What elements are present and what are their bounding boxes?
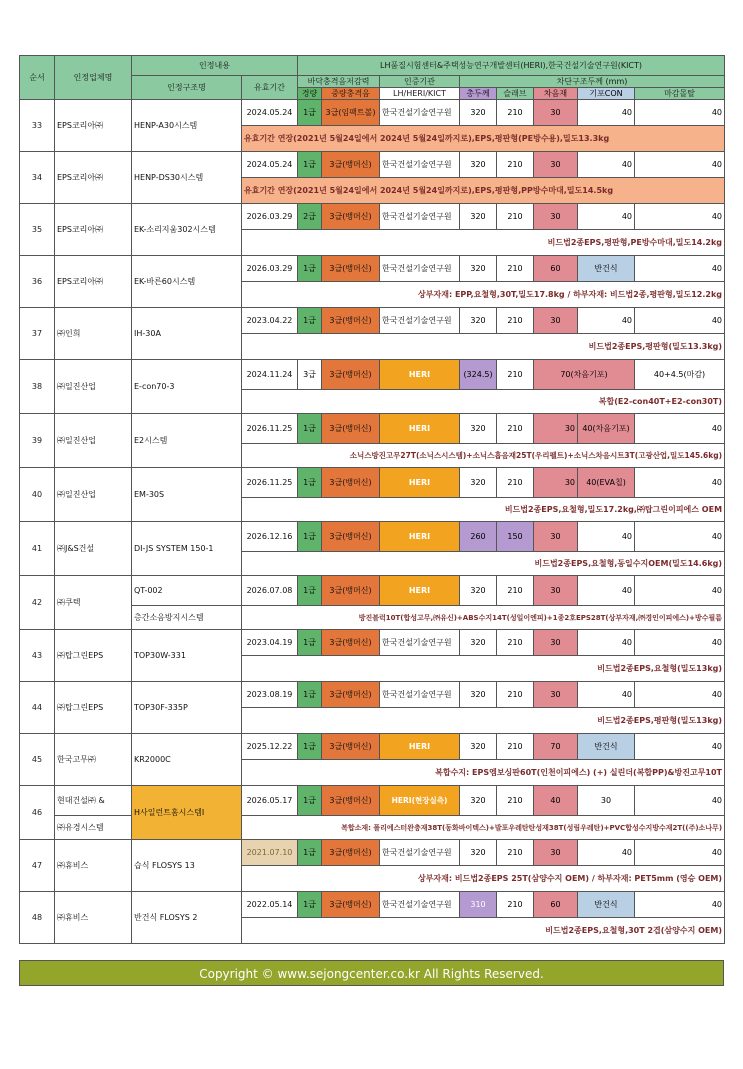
absorb-thickness: 60	[534, 892, 578, 918]
row-note: 상부자재: 비드법2종EPS 25T(삼양수지 OEM) / 하부자재: PET5mm (영승 OEM)	[242, 866, 725, 892]
heavy-rating: 3급(뱅머신)	[322, 308, 380, 334]
light-rating: 2급	[298, 204, 322, 230]
finish-thickness: 40	[635, 682, 725, 708]
finish-thickness: 40	[635, 734, 725, 760]
company-name: 한국고무㈜	[55, 734, 132, 786]
footer-copyright: Copyright © www.sejongcenter.co.kr All Rights Reserved.	[19, 960, 724, 986]
absorb-thickness: 30	[534, 308, 578, 334]
system-name: TOP30F-335P	[132, 682, 242, 734]
slab-thickness: 210	[497, 734, 534, 760]
company-name: ㈜일진산업	[55, 414, 132, 468]
row-note: 소닉스방진고무27T(소닉스시스템)+소닉스흡음재25T(우리펠트)+소닉스차음시트3T(고광산업,밀도145.6kg)	[242, 444, 725, 468]
base-thickness: 반건식	[578, 256, 635, 282]
cert-org: 한국건설기술연구원	[380, 256, 460, 282]
total-thickness: 320	[460, 152, 497, 178]
light-rating: 1급	[298, 682, 322, 708]
company-name: ㈜탑그린EPS	[55, 630, 132, 682]
finish-thickness: 40	[635, 786, 725, 816]
table-row	[20, 786, 725, 816]
header-cert: 인증기관	[380, 76, 460, 88]
system-name: EM-30S	[132, 468, 242, 522]
absorb-thickness: 30	[534, 468, 578, 498]
total-thickness: 320	[460, 308, 497, 334]
company-name: ㈜휴비스	[55, 892, 132, 944]
system-name: E-con70-3	[132, 360, 242, 414]
light-rating: 1급	[298, 522, 322, 552]
base-thickness: 40	[578, 152, 635, 178]
valid-date: 2026.11.25	[242, 414, 298, 444]
finish-thickness: 40	[635, 204, 725, 230]
row-number: 37	[20, 308, 55, 360]
system-name: DI-JS SYSTEM 150-1	[132, 522, 242, 576]
system-name: EK-소리지움302시스템	[132, 204, 242, 256]
valid-date: 2026.05.17	[242, 786, 298, 816]
total-thickness: 320	[460, 204, 497, 230]
header-content: 인정내용	[132, 56, 298, 76]
company-name: ㈜인희	[55, 308, 132, 360]
slab-thickness: 210	[497, 360, 534, 390]
finish-thickness: 40	[635, 840, 725, 866]
table-row	[20, 360, 725, 390]
system-name: QT-002	[132, 576, 242, 606]
table-row	[20, 734, 725, 760]
valid-date: 2024.05.24	[242, 100, 298, 126]
light-rating: 1급	[298, 308, 322, 334]
finish-thickness: 40	[635, 630, 725, 656]
header-thickness: 차단구조두께 (mm)	[460, 76, 725, 88]
finish-thickness: 40	[635, 152, 725, 178]
slab-thickness: 210	[497, 468, 534, 498]
row-number: 41	[20, 522, 55, 576]
light-rating: 1급	[298, 840, 322, 866]
total-thickness: 320	[460, 576, 497, 606]
table-body	[20, 100, 725, 944]
heavy-rating: 3급(뱅머신)	[322, 630, 380, 656]
header-valid: 유효기간	[242, 76, 298, 100]
base-thickness: 반건식	[578, 734, 635, 760]
absorb-thickness: 30	[534, 630, 578, 656]
valid-date: 2024.11.24	[242, 360, 298, 390]
heavy-rating: 3급(뱅머신)	[322, 840, 380, 866]
header-base: 기포CON	[578, 88, 635, 100]
table-row	[20, 840, 725, 866]
heavy-rating: 3급(뱅머신)	[322, 204, 380, 230]
cert-org: HERI	[380, 576, 460, 606]
heavy-rating: 3급(임팩트볼)	[322, 100, 380, 126]
row-note: 비드법2종EPS,평판형(밀도13kg)	[242, 708, 725, 734]
system-name: EK-바른60시스템	[132, 256, 242, 308]
finish-thickness: 40	[635, 414, 725, 444]
header-slab: 슬래브	[497, 88, 534, 100]
table-row	[20, 682, 725, 708]
row-number: 38	[20, 360, 55, 414]
row-number: 35	[20, 204, 55, 256]
absorb-thickness: 30	[534, 414, 578, 444]
row-number: 39	[20, 414, 55, 468]
valid-date: 2026.11.25	[242, 468, 298, 498]
row-number: 46	[20, 786, 55, 840]
total-thickness: 320	[460, 256, 497, 282]
header-order: 순서	[20, 56, 55, 100]
header-heavy: 중량충격음	[322, 88, 380, 100]
table-row	[20, 308, 725, 334]
company-name: ㈜탑그린EPS	[55, 682, 132, 734]
valid-date: 2026.03.29	[242, 256, 298, 282]
system-name: 습식 FLOSYS 13	[132, 840, 242, 892]
row-note: 비드법2종EPS,요철형,30T 2겹(삼양수지 OEM)	[242, 918, 725, 944]
company-name: 현대건설㈜ &	[55, 786, 132, 816]
valid-date: 2026.03.29	[242, 204, 298, 230]
base-thickness: 40	[578, 204, 635, 230]
light-rating: 1급	[298, 576, 322, 606]
finish-thickness: 40+4.5(마감)	[635, 360, 725, 390]
row-note: 비드법2종EPS,평판형,PE방수마대,밀도14.2kg	[242, 230, 725, 256]
system-name: 반건식 FLOSYS 2	[132, 892, 242, 944]
total-thickness: 320	[460, 840, 497, 866]
base-thickness: 40(EVA칩)	[578, 468, 635, 498]
table-row	[20, 100, 725, 126]
row-number: 44	[20, 682, 55, 734]
slab-thickness: 210	[497, 682, 534, 708]
light-rating: 1급	[298, 734, 322, 760]
header-company: 인정업체명	[55, 56, 132, 100]
row-note: 비드법2종EPS,평판형(밀도13.3kg)	[242, 334, 725, 360]
company-name: ㈜일진산업	[55, 360, 132, 414]
header-floor-rating: 바닥충격음저감력	[298, 76, 380, 88]
slab-thickness: 210	[497, 892, 534, 918]
heavy-rating: 3급(뱅머신)	[322, 734, 380, 760]
table-row	[20, 256, 725, 282]
total-thickness: 320	[460, 630, 497, 656]
total-thickness: 320	[460, 100, 497, 126]
row-note: 비드법2종EPS,요철형,밀도17.2kg,㈜탑그린이피에스 OEM	[242, 498, 725, 522]
finish-thickness: 40	[635, 256, 725, 282]
total-thickness: 320	[460, 734, 497, 760]
row-number: 34	[20, 152, 55, 204]
system-name: HENP-A30시스템	[132, 100, 242, 152]
row-note: 유효기간 연장(2021년 5월24일에서 2024년 5월24일까지로),EPS,평판형(PE방수용),밀도13.3kg	[242, 126, 725, 152]
cert-org: HERI	[380, 414, 460, 444]
system-name: IH-30A	[132, 308, 242, 360]
base-thickness: 40	[578, 522, 635, 552]
table-row	[20, 522, 725, 552]
slab-thickness: 210	[497, 786, 534, 816]
header-total: 총두께	[460, 88, 497, 100]
slab-thickness: 210	[497, 840, 534, 866]
row-note: 방진블럭10T(합성고무,㈜유신)+ABS수지14T(성일이엔피)+1종2호EPS28T(상부자재,㈜경인이피에스)+방수필름	[242, 606, 725, 630]
cert-org: 한국건설기술연구원	[380, 152, 460, 178]
cert-org: 한국건설기술연구원	[380, 630, 460, 656]
row-note: 상부자재: EPP,요철형,30T,밀도17.8kg / 하부자재: 비드법2종,평판형,밀도12.2kg	[242, 282, 725, 308]
base-thickness: 40	[578, 576, 635, 606]
total-thickness: 320	[460, 786, 497, 816]
company-name-second: ㈜유경시스템	[55, 816, 132, 840]
row-note: 복합수지: EPS엠보싱판60T(인천이피에스) (+) 실린더(복합PP)&방진고무10T	[242, 760, 725, 786]
total-thickness: 320	[460, 414, 497, 444]
row-number: 47	[20, 840, 55, 892]
absorb-thickness: 30	[534, 522, 578, 552]
slab-thickness: 210	[497, 308, 534, 334]
header-cert-sub: LH/HERI/KICT	[380, 88, 460, 100]
header-absorb: 차음재	[534, 88, 578, 100]
finish-thickness: 40	[635, 100, 725, 126]
light-rating: 1급	[298, 152, 322, 178]
base-thickness: 반건식	[578, 892, 635, 918]
total-thickness: (324.5)	[460, 360, 497, 390]
valid-date: 2026.07.08	[242, 576, 298, 606]
valid-date: 2023.04.19	[242, 630, 298, 656]
heavy-rating: 3급(뱅머신)	[322, 522, 380, 552]
row-note: 복합(E2-con40T+E2-con30T)	[242, 390, 725, 414]
slab-thickness: 210	[497, 152, 534, 178]
heavy-rating: 3급(뱅머신)	[322, 682, 380, 708]
company-name: EPS코리아㈜	[55, 100, 132, 152]
table-row	[20, 468, 725, 498]
company-name: EPS코리아㈜	[55, 204, 132, 256]
system-name: E2시스템	[132, 414, 242, 468]
heavy-rating: 3급(뱅머신)	[322, 468, 380, 498]
heavy-rating: 3급(뱅머신)	[322, 892, 380, 918]
heavy-rating: 3급(뱅머신)	[322, 256, 380, 282]
system-name: HENP-DS30시스템	[132, 152, 242, 204]
absorb-thickness: 30	[534, 576, 578, 606]
heavy-rating: 3급(뱅머신)	[322, 152, 380, 178]
cert-org: 한국건설기술연구원	[380, 100, 460, 126]
slab-thickness: 210	[497, 256, 534, 282]
cert-org: 한국건설기술연구원	[380, 682, 460, 708]
absorb-thickness: 30	[534, 682, 578, 708]
row-number: 33	[20, 100, 55, 152]
base-thickness: 40	[578, 100, 635, 126]
cert-org: 한국건설기술연구원	[380, 892, 460, 918]
cert-org: 한국건설기술연구원	[380, 308, 460, 334]
table-row	[20, 892, 725, 918]
valid-date: 2021.07.10	[242, 840, 298, 866]
finish-thickness: 40	[635, 892, 725, 918]
slab-thickness: 210	[497, 414, 534, 444]
finish-thickness: 40	[635, 522, 725, 552]
slab-thickness: 210	[497, 204, 534, 230]
row-note: 비드법2종EPS,요철형,동일수지OEM(밀도14.6kg)	[242, 552, 725, 576]
slab-thickness: 150	[497, 522, 534, 552]
cert-org: HERI	[380, 734, 460, 760]
finish-thickness: 40	[635, 308, 725, 334]
table-row	[20, 576, 725, 606]
table-row	[20, 414, 725, 444]
total-thickness: 320	[460, 468, 497, 498]
light-rating: 1급	[298, 100, 322, 126]
slab-thickness: 210	[497, 576, 534, 606]
valid-date: 2023.08.19	[242, 682, 298, 708]
row-note: 유효기간 연장(2021년 5월24일에서 2024년 5월24일까지로),EPS,평판형,PP방수마대,밀도14.5kg	[242, 178, 725, 204]
absorb-thickness: 30	[534, 100, 578, 126]
base-thickness: 40	[578, 840, 635, 866]
cert-org: 한국건설기술연구원	[380, 204, 460, 230]
row-number: 43	[20, 630, 55, 682]
total-thickness: 310	[460, 892, 497, 918]
slab-thickness: 210	[497, 100, 534, 126]
finish-thickness: 40	[635, 468, 725, 498]
system-name-second: 층간소음방지시스템	[132, 606, 242, 630]
light-rating: 1급	[298, 414, 322, 444]
row-number: 36	[20, 256, 55, 308]
base-thickness: 40	[578, 630, 635, 656]
base-thickness: 40(차음기포)	[578, 414, 635, 444]
heavy-rating: 3급(뱅머신)	[322, 786, 380, 816]
row-number: 42	[20, 576, 55, 630]
total-thickness: 260	[460, 522, 497, 552]
light-rating: 1급	[298, 468, 322, 498]
certification-table	[19, 55, 725, 944]
valid-date: 2025.12.22	[242, 734, 298, 760]
light-rating: 1급	[298, 256, 322, 282]
valid-date: 2023.04.22	[242, 308, 298, 334]
absorb-thickness: 30	[534, 840, 578, 866]
absorb-thickness: 70	[534, 734, 578, 760]
table-row	[20, 204, 725, 230]
row-number: 45	[20, 734, 55, 786]
row-number: 48	[20, 892, 55, 944]
valid-date: 2024.05.24	[242, 152, 298, 178]
valid-date: 2022.05.14	[242, 892, 298, 918]
system-name: KR2000C	[132, 734, 242, 786]
system-name: TOP30W-331	[132, 630, 242, 682]
table-row	[20, 152, 725, 178]
row-number: 40	[20, 468, 55, 522]
absorb-thickness: 30	[534, 152, 578, 178]
total-thickness: 320	[460, 682, 497, 708]
header-org-title: LH품질시험센터&주택성능연구개발센터(HERI),한국건설기술연구원(KICT)	[298, 56, 725, 76]
base-thickness: 40	[578, 308, 635, 334]
system-name: H사일런트홈시스템I	[132, 786, 242, 840]
certification-sheet	[19, 55, 724, 944]
company-name: ㈜J&S건설	[55, 522, 132, 576]
header-system: 인정구조명	[132, 76, 242, 100]
cert-org: HERI	[380, 360, 460, 390]
base-thickness: 40	[578, 682, 635, 708]
row-note: 복합소재: 폴리에스터완충재38T(동화바이텍스)+발포우레탄탄성재38T(성림우레탄)+PVC합성수지방수재2T((주)소나무)	[242, 816, 725, 840]
base-thickness: 30	[578, 786, 635, 816]
row-note: 비드법2종EPS,요철형(밀도13kg)	[242, 656, 725, 682]
table-row	[20, 630, 725, 656]
light-rating: 1급	[298, 786, 322, 816]
light-rating: 1급	[298, 630, 322, 656]
light-rating: 3급	[298, 360, 322, 390]
table-row-note	[20, 816, 725, 840]
slab-thickness: 210	[497, 630, 534, 656]
heavy-rating: 3급(뱅머신)	[322, 414, 380, 444]
company-name: ㈜쿠텍	[55, 576, 132, 630]
heavy-rating: 3급(뱅머신)	[322, 360, 380, 390]
cert-org: HERI	[380, 468, 460, 498]
valid-date: 2026.12.16	[242, 522, 298, 552]
header-finish: 마감몰탈	[635, 88, 725, 100]
light-rating: 1급	[298, 892, 322, 918]
company-name: ㈜휴비스	[55, 840, 132, 892]
cert-org: HERI(현장실측)	[380, 786, 460, 816]
company-name: EPS코리아㈜	[55, 152, 132, 204]
cert-org: 한국건설기술연구원	[380, 840, 460, 866]
cert-org: HERI	[380, 522, 460, 552]
company-name: EPS코리아㈜	[55, 256, 132, 308]
finish-thickness: 40	[635, 576, 725, 606]
header-light: 경량	[298, 88, 322, 100]
absorb-thickness: 30	[534, 204, 578, 230]
absorb-thickness: 60	[534, 256, 578, 282]
absorb-thickness: 40	[534, 786, 578, 816]
company-name: ㈜일진산업	[55, 468, 132, 522]
heavy-rating: 3급(뱅머신)	[322, 576, 380, 606]
absorb-thickness: 70(차음기포)	[534, 360, 635, 390]
